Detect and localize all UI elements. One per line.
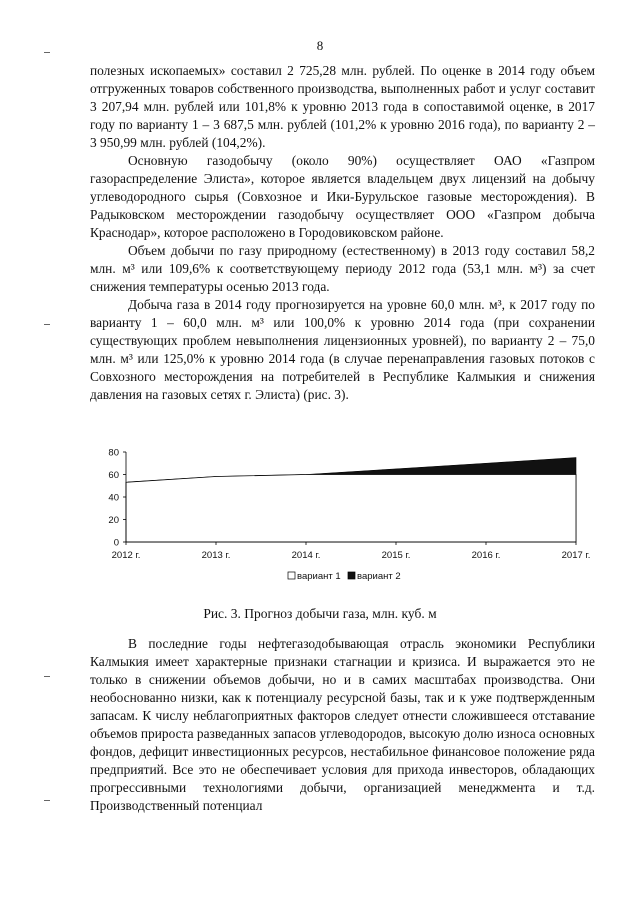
legend-swatch-variant-1 <box>288 572 295 579</box>
y-tick-label: 60 <box>108 470 119 481</box>
x-tick-label: 2013 г. <box>201 550 231 561</box>
legend-swatch-variant-2 <box>348 572 355 579</box>
x-tick-label: 2016 г. <box>471 550 501 561</box>
paragraph-4: Добыча газа в 2014 году прогнозируется на уровне 60,0 млн. м³, к 2017 году по варианту 1 – 60,0 млн. м³ или 100,0% к уровню 2014 года (при сохранении существующих проблем невыполнения лицензионных уровней), по варианту 2 – 75,0 млн. м³ или 125,0% к уровню 2014 года (в случае перенаправления газовых потоков с Совхозного месторождения на потребителей в Республике Калмыкия и снижения давления на газовых сетях г. Элиста) (рис. 3). <box>90 297 595 402</box>
x-tick-label: 2014 г. <box>291 550 321 561</box>
figure-caption: Рис. 3. Прогноз добычи газа, млн. куб. м <box>203 606 437 621</box>
y-tick-label: 0 <box>113 537 119 549</box>
margin-mark <box>44 800 50 801</box>
y-tick-label: 80 <box>108 447 119 459</box>
y-tick-label: 40 <box>108 492 119 504</box>
page-number: 8 <box>316 38 324 53</box>
legend-label-variant-2: вариант 2 <box>357 571 401 582</box>
margin-mark <box>44 52 50 53</box>
paragraph-5: В последние годы нефтегазодобывающая отрасль экономики Республики Калмыкия имеет характерные признаки стагнации и кризиса. И выражается это не только в снижении объемов добычи, но и в самих масштабах производства. Они необоснованно низки, как к потенциалу ресурсной базы, так и к уже подтвержденным запасам. К числу неблагоприятных факторов следует отнести сложившееся отставание объемов прироста разведанных запасов углеводородов, высокую долю износа основных фондов, дефицит инвестиционных ресурсов, нестабильное финансовое положение ряда предприятий. Все это не обеспечивает условия для прихода инвесторов, обладающих прогрессивными технологиями добычи, организацией менеджмента и т.д. Производственный потенциал <box>90 636 595 813</box>
body-text-top <box>90 62 595 404</box>
paragraph-2: Основную газодобычу (около 90%) осуществляет ОАО «Газпром газораспределение Элиста», которое является владельцем двух лицензий на добычу углеводородного сырья (Совхозное и Ики-Бурульское газовые месторождения). В Радыковском месторождении газодобычу осуществляет ООО «Газпром добыча Краснодар», которое расположено в Городовиковском районе. <box>90 153 595 240</box>
legend-label-variant-1: вариант 1 <box>297 571 341 582</box>
body-text-bottom <box>90 635 595 815</box>
paragraph-3: Объем добычи по газу природному (естественному) в 2013 году составил 58,2 млн. м³ или 109,6% к соответствующему периоду 2012 года (53,1 млн. м³) за счет снижения температуры осенью 2013 года. <box>90 243 595 294</box>
x-tick-label: 2017 г. <box>561 550 591 561</box>
margin-mark <box>44 324 50 325</box>
gas-production-chart <box>88 438 608 623</box>
x-tick-label: 2012 г. <box>111 550 141 561</box>
x-tick-label: 2015 г. <box>381 550 411 561</box>
paragraph-1: полезных ископаемых» составил 2 725,28 млн. рублей. По оценке в 2014 году объем отгруженных товаров собственного производства, выполненных работ и услуг составит 3 207,94 млн. рублей или 101,8% к уровню 2013 года в сопоставимой оценке, в 2017 году по варианту 1 – 3 687,5 млн. рублей (101,2% к уровню 2016 года), по варианту 2 – 3 950,99 млн. рублей (104,2%). <box>90 63 595 150</box>
margin-mark <box>44 676 50 677</box>
y-tick-label: 20 <box>108 515 119 526</box>
series-area-variant-1 <box>126 475 576 543</box>
